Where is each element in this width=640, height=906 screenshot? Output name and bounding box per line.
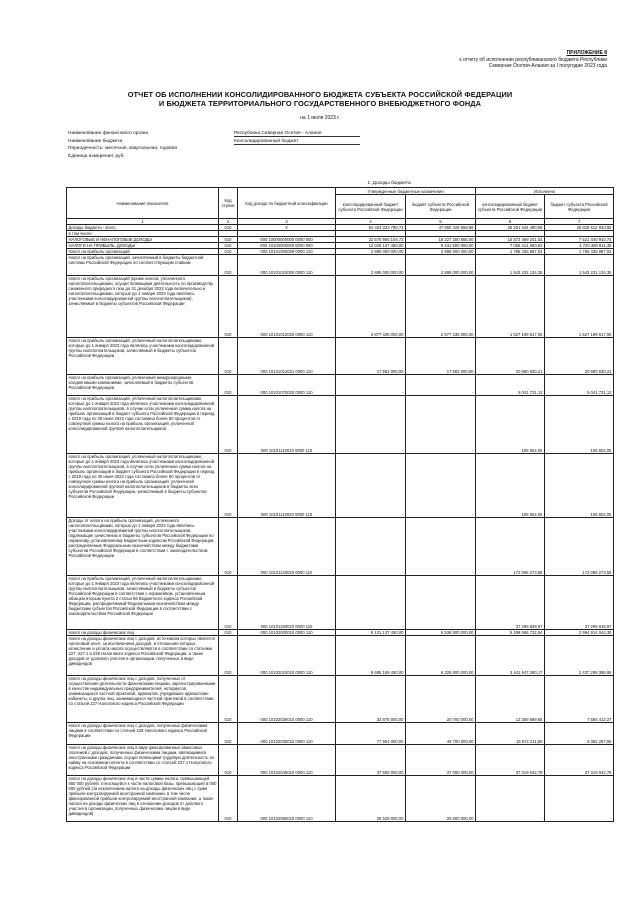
row-code: 000 10101012020 0000 110 bbox=[238, 276, 336, 338]
meta-label: Единица измерения: руб. bbox=[68, 153, 125, 159]
row-value: 9 431 500 000,00 bbox=[406, 243, 476, 249]
row-name: Доходы от налога на прибыль организаций, уплаченного налогоплательщиками, которые до 1 января 2023 года являлись участниками консолидированной группы налогоплательщиков, подлежащие зачислению в бюджеты субъектов Российской Федерации по нормативу, установленному Бюджетным кодексом Российской Федерации, распределяемые Федеральным казначейством между бюджетами субъектов Российской Федерации в соответствии с законодательством Российской Федерации bbox=[67, 518, 219, 576]
row-line: 010 bbox=[219, 276, 238, 338]
meta-label: Наименование бюджета bbox=[68, 138, 123, 144]
row-code: 000 10102010010 0000 110 bbox=[238, 636, 336, 676]
row-value: 2 964 914 044,35 bbox=[545, 630, 614, 636]
row-name: Налог на доходы физических лиц bbox=[67, 630, 219, 636]
row-value: 6 536 500 000,00 bbox=[406, 630, 476, 636]
row-value: 22 575 905 104,73 bbox=[336, 237, 406, 243]
meta-value: Консолидированный бюджет bbox=[234, 139, 360, 145]
row-value: 6 325 600 000,00 bbox=[406, 636, 476, 676]
header-income-code: Код дохода по бюджетной классификации bbox=[238, 188, 336, 219]
row-value: 46 700 000,00 bbox=[406, 723, 476, 745]
column-number: 6 bbox=[476, 219, 545, 225]
appendix-line: к отчету об исполнении республиканского бюджета Республики bbox=[459, 56, 607, 63]
meta-row bbox=[68, 146, 608, 154]
row-value: 7 555 412,27 bbox=[545, 676, 614, 723]
header-sub: консолидированный бюджет субъекта Российской Федерации bbox=[476, 195, 545, 219]
row-line: 010 bbox=[219, 630, 238, 636]
row-value: 20 700 000,00 bbox=[406, 676, 476, 723]
row-value: 2 895 000 000,00 bbox=[406, 255, 476, 276]
row-name: Налог на прибыль организаций, зачисляемый в бюджеты бюджетной системы Российской Федерации по соответствующим ставкам bbox=[67, 255, 219, 276]
row-value: 106 602,05 bbox=[545, 396, 614, 454]
header-sub: бюджет субъекта Российской Федерации bbox=[406, 195, 476, 219]
table-row bbox=[67, 375, 614, 396]
row-value: - bbox=[406, 396, 476, 454]
row-line: 010 bbox=[219, 576, 238, 630]
table-row bbox=[67, 396, 614, 454]
table-row bbox=[67, 745, 614, 776]
row-value: - bbox=[336, 518, 406, 576]
row-value: 25 529 000,00 bbox=[336, 776, 406, 822]
row-value: 172 096 273,58 bbox=[545, 518, 614, 576]
row-value: - bbox=[406, 454, 476, 518]
row-name: Налог на прибыль организаций, уплаченный международными холдинговыми компаниями, зачисляемый в бюджеты субъектов Российской Федерации bbox=[67, 375, 219, 396]
report-meta bbox=[68, 131, 608, 161]
table-row bbox=[67, 576, 614, 630]
row-code: 000 10102080010 0000 110 bbox=[238, 776, 336, 822]
column-number: 3 bbox=[238, 219, 336, 225]
table-row bbox=[67, 255, 614, 276]
header-name: Наименование показателя bbox=[67, 188, 219, 219]
row-line: 010 bbox=[219, 338, 238, 375]
row-value: 2 437 298 386,95 bbox=[545, 636, 614, 676]
row-line: 010 bbox=[219, 676, 238, 723]
row-name: Налог на прибыль организаций (кроме налога, уплаченного налогоплательщиками, осуществляющими деятельность по производству сжиженного природного газа до 31 декабря 2022 года включительно и налогоплательщиками, которые до 1 января 2023 года являлись участниками консолидированной группы налогоплательщиков), зачисляемый в бюджеты субъектов Российской Федерации bbox=[67, 276, 219, 338]
header-executed: Исполнено bbox=[476, 188, 614, 195]
column-number: 5 bbox=[406, 219, 476, 225]
meta-row bbox=[68, 154, 608, 162]
table-row bbox=[67, 276, 614, 338]
report-title bbox=[60, 90, 580, 108]
row-line: 010 bbox=[219, 249, 238, 255]
table-row bbox=[67, 454, 614, 518]
row-value: 37 319 042,78 bbox=[545, 745, 614, 776]
row-value: 18 227 300 655,00 bbox=[406, 237, 476, 243]
income-table bbox=[66, 187, 614, 822]
row-value: - bbox=[336, 576, 406, 630]
row-value: - bbox=[406, 576, 476, 630]
row-name: Налог на доходы физических лиц с доходов, полученных от осуществления деятельности физическими лицами, зарегистрированными в качестве индивидуальных предпринимателей, нотариусов, занимающихся частной практикой, адвокатов, учредивших адвокатские кабинеты, и других лиц, занимающихся частной практикой в соответствии со статьей 227 Налогового кодекса Российской Федерации bbox=[67, 676, 219, 723]
row-value: 106 602,05 bbox=[545, 454, 614, 518]
header-approved: Утвержденные бюджетные назначения bbox=[336, 188, 476, 195]
header-sub: консолидированный бюджет субъекта Российской Федерации bbox=[336, 195, 406, 219]
row-code: 000 10102020010 0000 110 bbox=[238, 676, 336, 723]
row-value: - bbox=[545, 776, 614, 822]
row-value: 1 756 335 687,04 bbox=[545, 249, 614, 255]
row-value: - bbox=[336, 396, 406, 454]
row-value: 1 543 231 134,35 bbox=[545, 255, 614, 276]
row-value: 5 041 731,12 bbox=[545, 375, 614, 396]
row-value: 15 572 211,50 bbox=[476, 723, 545, 745]
row-value: 25 818 512 843,85 bbox=[545, 225, 614, 231]
row-line: 010 bbox=[219, 243, 238, 249]
report-title-line2: И БЮДЖЕТА ТЕРРИТОРИАЛЬНОГО ГОСУДАРСТВЕННОГО ВНЕБЮДЖЕТНОГО ФОНДА bbox=[158, 99, 482, 108]
row-code: 000 10101012021 0000 110 bbox=[238, 338, 336, 375]
row-value: 2 895 000 000,00 bbox=[336, 249, 406, 255]
row-code: 000 10101110010 0000 110 bbox=[238, 396, 336, 454]
row-name: Налог на прибыль организаций, уплаченный налогоплательщиками, которые до 1 января 2023 года являлись участниками консолидированной группы налогоплательщиков, зачисляемый в бюджеты субъектов Российской Федерации bbox=[67, 338, 219, 375]
row-value: 4 720 380 811,35 bbox=[545, 243, 614, 249]
row-value: 37 000 000,00 bbox=[406, 745, 476, 776]
row-value: 37 299 848,97 bbox=[476, 576, 545, 630]
row-value: 5 041 731,12 bbox=[476, 375, 545, 396]
column-number: 4 bbox=[336, 219, 406, 225]
row-value: 7 056 414 050,92 bbox=[476, 243, 545, 249]
column-number: 7 bbox=[545, 219, 614, 225]
row-value: 17 562 000,00 bbox=[406, 338, 476, 375]
table-row bbox=[67, 518, 614, 576]
row-value: - bbox=[336, 375, 406, 396]
row-name: Налог на прибыль организаций bbox=[67, 249, 219, 255]
row-name: Налог на доходы физических лиц в виде фиксированных авансовых платежей с доходов, полученных физическими лицами, являющимися иностранными гражданами, осуществляющими трудовую деятельность по найму на основании патента в соответствии со статьей 227.1 Налогового кодекса Российской Федерации bbox=[67, 745, 219, 776]
row-value: 172 096 273,58 bbox=[476, 518, 545, 576]
table-row bbox=[67, 776, 614, 822]
row-value: 5 299 595 722,54 bbox=[476, 630, 545, 636]
row-value: 9 131 137 450,00 bbox=[336, 630, 406, 636]
row-value: 47 850 426 658,66 bbox=[406, 225, 476, 231]
report-title-line1: ОТЧЕТ ОБ ИСПОЛНЕНИИ КОНСОЛИДИРОВАННОГО БЮДЖЕТА СУБЪЕКТА РОССИЙСКОЙ ФЕДЕРАЦИИ bbox=[127, 90, 513, 99]
row-line: 010 bbox=[219, 776, 238, 822]
table-row bbox=[67, 338, 614, 375]
meta-row bbox=[68, 131, 608, 139]
row-value: 1 527 199 617,05 bbox=[476, 276, 545, 338]
row-line: 010 bbox=[219, 375, 238, 396]
row-line: 010 bbox=[219, 636, 238, 676]
appendix-line: Северная Осетия-Алания за I полугодие 2023 года bbox=[488, 63, 607, 70]
table-row bbox=[67, 636, 614, 676]
row-value: 25 251 444 490,65 bbox=[476, 225, 545, 231]
appendix-header bbox=[392, 50, 607, 70]
row-value: 15 572 469 241,53 bbox=[476, 237, 545, 243]
row-value: 1 756 335 687,04 bbox=[476, 249, 545, 255]
row-value: 12 026 137 450,00 bbox=[336, 243, 406, 249]
section-title: 1. Доходы бюджета bbox=[367, 181, 411, 186]
table-row bbox=[67, 723, 614, 745]
row-name: Налог на прибыль организаций, уплаченный налогоплательщиками, которые до 1 января 2023 года являлись участниками консолидированной группы налогоплательщиков, зачисляемый в бюджеты субъектов Российской Федерации в соответствии с нормативом, установленным абзацем вторым пункта 2 статьи 56 Бюджетного кодекса Российской Федерации, распределяемый Федеральным казначейством между бюджетами субъектов Российской Федерации в соответствии с законодательством Российской Федерации bbox=[67, 576, 219, 630]
row-value: 77 904 000,00 bbox=[336, 723, 406, 745]
row-value: 7 521 440 910,74 bbox=[545, 237, 614, 243]
header-line-code: Код строки bbox=[219, 188, 238, 219]
table-row bbox=[67, 676, 614, 723]
row-value: 37 319 042,78 bbox=[476, 745, 545, 776]
row-value: 8 695 159 450,00 bbox=[336, 636, 406, 676]
row-line: 010 bbox=[219, 225, 238, 231]
row-line: 010 bbox=[219, 518, 238, 576]
row-name: Налог на прибыль организаций, уплаченный налогоплательщиками, которые до 1 января 2023 года являлись участниками консолидированной группы налогоплательщиков, в случае если уплаченная сумма налога на прибыль организаций в бюджет субъекта Российской Федерации в период с 2019 года по 30 июня 2022 года составила более 60 процентов от совокупной суммы налога на прибыль организаций, уплаченной консолидированной группой налогоплательщиков bbox=[67, 396, 219, 454]
row-code: 000 10000000000 0000 000 bbox=[238, 237, 336, 243]
row-value: 106 602,05 bbox=[476, 454, 545, 518]
row-value: - bbox=[406, 375, 476, 396]
meta-value: Республика Северная Осетия - Алания bbox=[234, 131, 360, 137]
row-value: 20 880 630,21 bbox=[545, 338, 614, 375]
row-code: 000 10101000000 0000 110 bbox=[238, 249, 336, 255]
row-value: 2 877 435 000,00 bbox=[336, 276, 406, 338]
row-value: 3 441 647 280,17 bbox=[476, 636, 545, 676]
row-line: 010 bbox=[219, 454, 238, 518]
row-value: - bbox=[336, 454, 406, 518]
header-sub: бюджет субъекта Российской Федерации bbox=[545, 195, 614, 219]
column-number: 1 bbox=[67, 219, 219, 225]
row-value: 2 895 000 000,00 bbox=[336, 255, 406, 276]
row-code: 000 10100000000 0000 000 bbox=[238, 243, 336, 249]
row-code: 000 10102040010 0000 110 bbox=[238, 745, 336, 776]
row-name: Налог на доходы физических лиц с доходов, полученных физическими лицами в соответствии со статьей 228 Налогового кодекса Российской Федерации bbox=[67, 723, 219, 745]
appendix-title: ПРИЛОЖЕНИЕ 8 bbox=[566, 50, 607, 56]
row-name: Налог на прибыль организаций, уплаченный налогоплательщиками, которые до 1 января 2023 года являлись участниками консолидированной группы налогоплательщиков, в случае если уплаченная сумма налога на прибыль организаций в бюджет субъекта Российской Федерации в период с 2019 года по 30 июня 2022 года составила более 60 процентов от совокупной суммы налога на прибыль организаций, уплаченной консолидированной группой налогоплательщиков в бюджеты всех субъектов Российской Федерации, зачисляемый в бюджеты субъектов Российской Федерации bbox=[67, 454, 219, 518]
row-value: 9 362 287,56 bbox=[545, 723, 614, 745]
row-name: Доходы бюджета - всего bbox=[67, 225, 219, 231]
row-code: 000 10101180020 0000 110 bbox=[238, 576, 336, 630]
row-value: 25 500 000,00 bbox=[406, 776, 476, 822]
row-value: 17 562 000,00 bbox=[336, 338, 406, 375]
row-code: 000 10101110020 0000 110 bbox=[238, 454, 336, 518]
row-value: 106 602,05 bbox=[476, 396, 545, 454]
row-code: 000 10102000010 0000 110 bbox=[238, 630, 336, 636]
row-value: - bbox=[476, 776, 545, 822]
row-value: 37 299 848,97 bbox=[545, 576, 614, 630]
row-value: 54 324 333 790,74 bbox=[336, 225, 406, 231]
row-line: 010 bbox=[219, 723, 238, 745]
row-line: 010 bbox=[219, 745, 238, 776]
meta-label: Наименование финансового органа bbox=[68, 131, 149, 136]
row-value: 20 880 630,21 bbox=[476, 338, 545, 375]
row-code: 000 10102030010 0000 110 bbox=[238, 723, 336, 745]
row-value: 12 359 669,65 bbox=[476, 676, 545, 723]
row-value: 33 878 000,00 bbox=[336, 676, 406, 723]
row-line: 010 bbox=[219, 396, 238, 454]
row-name: Налог на доходы физических лиц с доходов, источником которых является налоговый агент, за исключением доходов, в отношении которых исчисление и уплата налога осуществляются в соответствии со статьями 227, 227.1 и 228 Налогового кодекса Российской Федерации, а также доходов от долевого участия в организации, полученных в виде дивидендов bbox=[67, 636, 219, 676]
row-name: НАЛОГИ НА ПРИБЫЛЬ, ДОХОДЫ bbox=[67, 243, 219, 249]
row-code: 000 10101010000 0000 110 bbox=[238, 255, 336, 276]
row-code: 000 10101130020 0000 110 bbox=[238, 518, 336, 576]
row-name: Налог на доходы физических лиц в части суммы налога, превышающей 650 000 рублей, относящейся к части налоговой базы, превышающей 5 000 000 рублей (за исключением налога на доходы физических лиц с сумм прибыли контролируемой иностранной компании, в том числе фиксированной прибыли контролируемой иностранной компании, а также налога на доходы физических лиц в отношении доходов от долевого участия в организации, полученных физическим лицом в виде дивидендов) bbox=[67, 776, 219, 822]
row-code: 000 10101070020 0000 110 bbox=[238, 375, 336, 396]
row-line: 010 bbox=[219, 255, 238, 276]
row-value: 1 527 199 617,05 bbox=[545, 276, 614, 338]
report-date: на 1 июля 2023 г. bbox=[300, 115, 340, 121]
meta-label: Периодичность: месячная, квартальная, годовая bbox=[68, 146, 178, 152]
row-name: в том числе: bbox=[67, 231, 219, 237]
row-code: X bbox=[238, 225, 336, 231]
column-number: 2 bbox=[219, 219, 238, 225]
row-value: - bbox=[406, 518, 476, 576]
row-line: 010 bbox=[219, 237, 238, 243]
row-value: 1 543 231 134,35 bbox=[476, 255, 545, 276]
row-value: 2 877 435 000,00 bbox=[406, 276, 476, 338]
row-value: 37 500 000,00 bbox=[336, 745, 406, 776]
row-value: 2 895 000 000,00 bbox=[406, 249, 476, 255]
row-name: НАЛОГОВЫЕ И НЕНАЛОГОВЫЕ ДОХОДЫ bbox=[67, 237, 219, 243]
